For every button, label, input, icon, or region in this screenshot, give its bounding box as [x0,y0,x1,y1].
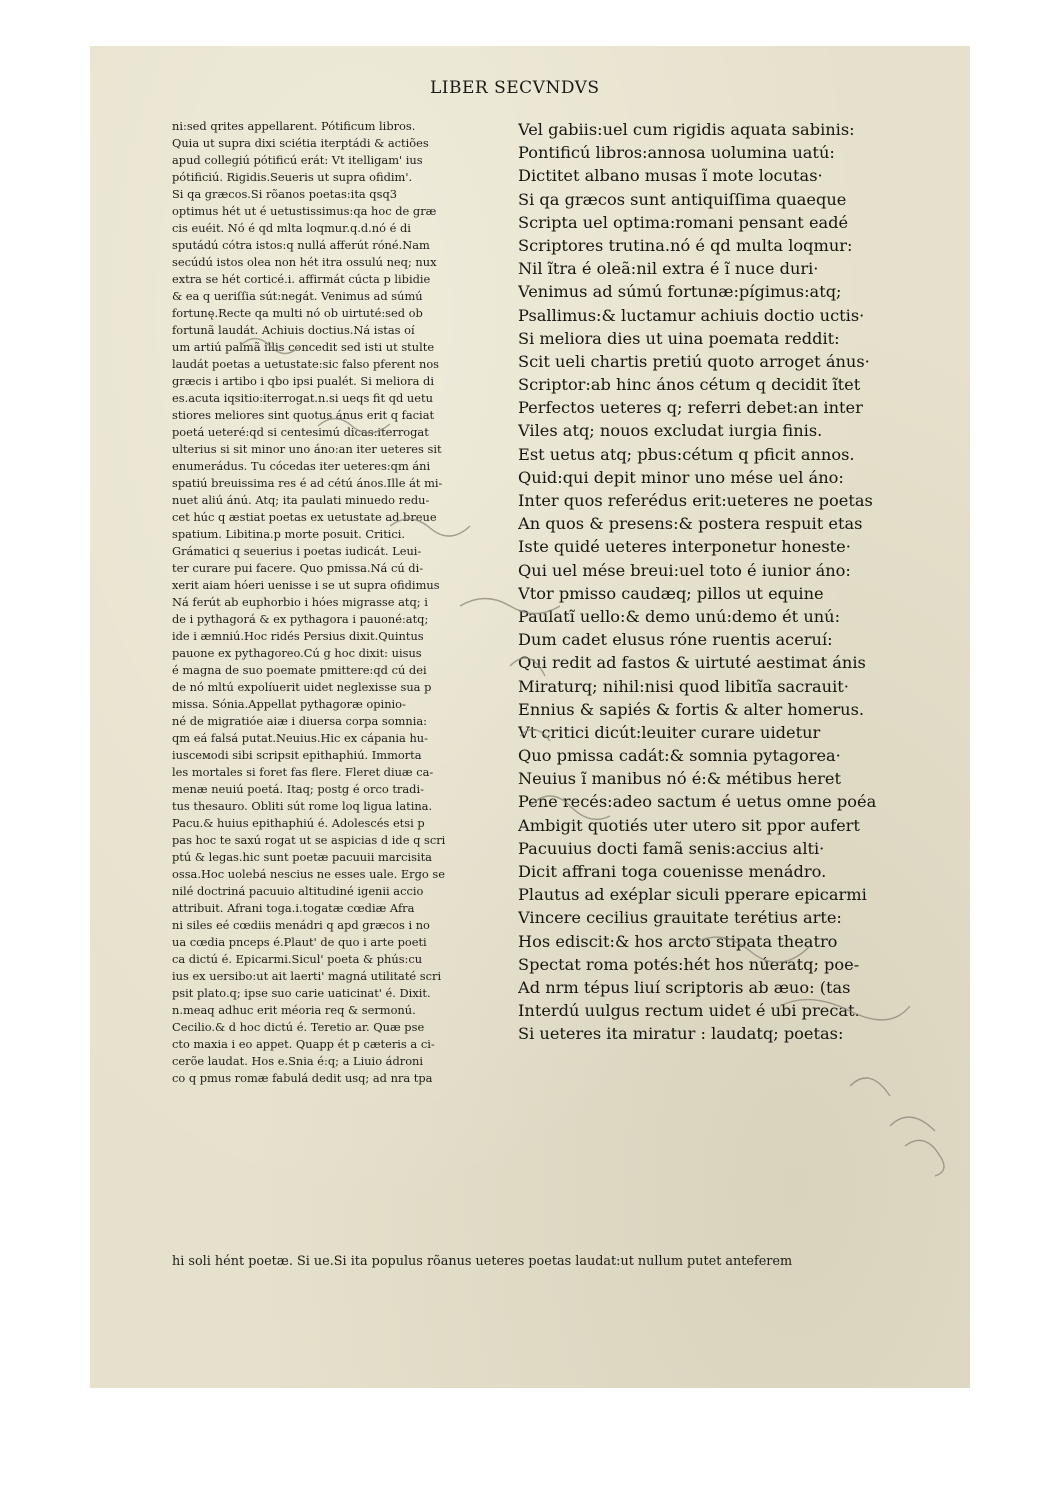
commentary-line: Grámatici q seuerius i poetas iudicát. Leui- [172,544,422,558]
commentary-line: laudát poetas a uetustate:sic falso pferent nos [172,357,440,371]
commentary-line: ptú & legas.hic sunt poetæ pacuuii marcisita [172,850,432,864]
commentary-line: né de migratióe aiæ i diuersa corpa somnia: [172,714,427,728]
verse-line: An quos & presens:& postera respuit etas [518,514,863,534]
verse-line: Psallimus:& luctamur achiuis doctio uctis· [518,305,865,325]
commentary-line: poetá ueteré:qd si centesimú dicas:iterrogat [172,425,429,439]
verse-column [518,118,958,1046]
commentary-line: ca dictú é. Epicarmi.Sicul' poeta & phús:cu [172,952,423,966]
commentary-line: pauone ex pythagoreo.Cú g hoc dixit: uisus [172,646,422,660]
verse-line: Quo pmissa cadát:& somnia pytagorea· [518,746,841,766]
verse-line: Si meliora dies ut uina poemata reddit: [518,328,840,348]
verse-line: Qui uel mése breui:uel toto é iunior áno: [518,560,851,580]
verse-line: Pacuuius docti famã senis:accius alti· [518,838,825,858]
commentary-line: es.acuta iqsitio:iterrogat.n.si ueqs fit qd uetu [172,391,433,405]
verse-line: Dicit affrani toga couenisse menádro. [518,862,827,881]
verse-line: Plautus ad exéplar siculi pperare epicarmi [518,885,867,905]
verse-line: Paulatĩ uello:& demo unú:demo ét unú: [518,606,841,626]
commentary-line: ni siles eé cœdiis menádri q apd græcos i no [172,918,430,932]
commentary-line: enumerádus. Tu cócedas iter ueteres:qm áni [172,459,431,473]
commentary-line: pas hoc te saxú rogat ut se aspicias d ide q scri [172,833,446,847]
commentary-line: les mortales si foret fas flere. Fleret diuæ ca- [172,765,434,779]
commentary-line: cerõe laudat. Hos e.Snia é:q; a Liuio ádroni [172,1054,424,1068]
commentary-line: xerit aiam hóeri uenisse i se ut supra ofidimus [172,578,440,592]
commentary-line: Cecilio.& d hoc dictú é. Teretio ar. Quæ pse [172,1020,425,1034]
bottom-commentary-line: hi soli hént poetæ. Si ue.Si ita populus rõanus ueteres poetas laudat:ut nullum putet anteferem [172,1254,793,1269]
verse-line: Venimus ad súmú fortunæ:pígimus:atq; [518,282,842,302]
commentary-line: um artiú palmã illis concedit sed isti ut stulte [172,340,435,354]
verse-line: Est uetus atq; pbus:cétum q pficit annos. [518,444,855,464]
verse-line: Vtor pmisso caudæq; pillos ut equine [518,583,824,603]
verse-line: Interdú uulgus rectum uidet é ubi precat. [518,1001,860,1021]
commentary-line: Quia ut supra dixi sciétia iterptádi & actiões [172,136,429,150]
commentary-line: cis euéit. Nó é qd mlta loqmur.q.d.nó é di [172,221,411,235]
commentary-line: sputádú cótra istos:q nullá afferút róné.Nam [172,238,430,252]
commentary-line: tus thesauro. Obliti sút rome loq ligua latina. [172,799,433,813]
commentary-line: cet húc q æstiat poetas ex uetustate ad breue [172,510,437,524]
verse-line: Dictitet albano musas ĩ mote locutas· [518,166,823,186]
verse-line: Pontificú libros:annosa uolumina uatú: [518,143,835,163]
verse-line: Scriptor:ab hinc ános cétum q decidit ĩtet [518,375,861,395]
commentary-line: qm eá falsá putat.Neuius.Hic ex cápania hu- [172,731,428,745]
verse-line: Vincere cecilius grauitate terétius arte: [518,908,842,928]
commentary-line: nuet aliú ánú. Atq; ita paulati minuedo redu- [172,493,430,507]
commentary-line: menæ neuiú poetá. Itaq; postg é orco tradi- [172,782,424,796]
commentary-line: secúdú istos olea non hét itra ossulú neq; nux [172,255,437,269]
commentary-line: ulterius si sit minor uno áno:an iter ueteres sit [172,442,442,456]
verse-line: Iste quidé ueteres interponetur honeste· [518,537,851,557]
verse-line: Scit ueli chartis pretiú quoto arroget ánus· [518,351,870,371]
commentary-line: apud collegiú pótificú erát: Vt itelligam' ius [172,153,423,167]
verse-line: Vel gabiis:uel cum rigidis aquata sabinis: [518,120,855,139]
commentary-line: & ea q ueriſſia sút:negát. Venimus ad súmú [172,289,423,303]
commentary-line: extra se hét corticé.i. affirmát cúcta p libidie [172,272,431,286]
verse-line: Inter quos referédus erit:ueteres ne poetas [518,491,873,510]
verse-line: Neuius ĩ manibus nó é:& métibus heret [518,769,841,789]
verse-line: Spectat roma potés:hét hos núeratq; poe- [518,954,860,974]
commentary-line: stiores meliores sint quotus ánus erit q faciat [172,408,435,422]
verse-line: Vt critici dicút:leuiter curare uidetur [518,722,821,742]
commentary-line: de nó mltú expolíuerit uidet neglexisse sua p [172,680,432,694]
commentary-line: psit plato.q; ipse suo carie uaticinat' é. Dixit. [172,986,431,1000]
commentary-line: spatiú breuissima res é ad cétú ános.Ille át mi- [172,476,443,490]
commentary-line: Pacu.& huius epithaphiú é. Adolescés etsi p [172,816,425,830]
commentary-line: græcis i artibo i qbo ipsi pualét. Si meliora di [172,374,434,388]
verse-line: Ad nrm tépus liuí scriptoris ab æuo: (tas [518,977,851,997]
verse-line: Ennius & sapiés & fortis & alter homerus. [518,699,865,719]
commentary-line: de i pythagorá & ex pythagora i pauoné:atq; [172,612,429,626]
verse-line: Scripta uel optima:romani pensant eadé [518,212,849,232]
commentary-line: attribuit. Afrani toga.i.togatæ cœdiæ Afra [172,901,415,915]
manuscript-page [90,46,970,1388]
commentary-line: spatium. Libitina.p morte posuit. Critici. [172,527,406,541]
commentary-line: ni:sed qrites appellarent. Pótificum libros. [172,119,416,133]
commentary-line: ide i æmniú.Hoc ridés Persius dixit.Quintus [172,629,424,643]
running-head: LIBER SECVNDVS [430,78,600,98]
commentary-line: Si qa græcos.Si rõanos poetas:ita qsq3 [172,187,397,201]
verse-line: Perfectos ueteres q; referri debet:an inter [518,398,863,418]
verse-line: Viles atq; nouos excludat iurgia finis. [518,421,823,441]
verse-line: Quid:qui depit minor uno mése uel áno: [518,467,844,487]
commentary-line: fortunę.Recte qa multi nó ob uirtuté:sed ob [172,306,423,320]
commentary-line: optimus hét ut é uetustissimus:qa hoc de græ [172,204,437,218]
verse-line: Qui redit ad fastos & uirtuté aestimat ánis [518,653,866,673]
verse-line: Si ueteres ita miratur : laudatq; poetas: [518,1024,844,1044]
commentary-line: missa. Sónia.Appellat pythagoræ opinio- [172,697,406,711]
verse-line: Nil ĩtra é oleã:nil extra é ĩ nuce duri· [518,259,819,279]
verse-line: Si qa græcos sunt antiquiſſima quaeque [518,189,847,209]
verse-line: Scriptores trutina.nó é qd multa loqmur: [518,235,853,255]
commentary-line: ter curare pui facere. Quo pmissa.Ná cú di- [172,561,424,575]
commentary-line: nilé doctriná pacuuio altitudiné igenii accio [172,884,424,898]
commentary-line: é magna de suo poemate pmittere:qd cú dei [172,663,427,677]
commentary-line: co q pmus romæ fabulá dedit usq; ad nra tpa [172,1071,433,1085]
commentary-line: iusceмodi sibi scripsit epithaphiú. Immorta [172,748,422,762]
verse-line: Hos ediscit:& hos arcto stipata theatro [518,931,838,951]
commentary-line: ius ex uersibo:ut ait laerti' magná utilitaté scri [172,969,442,983]
commentary-line: cto maxia i eo appet. Quapp ét p cæteris a ci- [172,1037,435,1051]
commentary-line: fortunã laudát. Achiuis doctius.Ná istas oí [172,323,415,337]
commentary-line: ossa.Hoc uolebá nescius ne esses uale. Ergo se [172,867,445,881]
commentary-line: pótificiú. Rigidis.Seueris ut supra ofidim'. [172,170,413,184]
verse-line: Dum cadet elusus róne ruentis aceruí: [518,630,833,650]
verse-line: Pene recés:adeo sactum é uetus omne poéa [518,792,877,812]
commentary-line: ua cœdia pnceps é.Plaut' de quo i arte poeti [172,935,427,949]
commentary-line: n.meaq adhuc erit méoria req & sermonú. [172,1003,416,1017]
commentary-line: Ná ferút ab euphorbio i hóes migrasse atq; i [172,595,428,609]
commentary-column [172,118,512,1087]
verse-line: Miraturq; nihil:nisi quod libitĩa sacrauit· [518,676,849,696]
verse-line: Ambigit quotiés uter utero sit ppor aufert [518,815,860,835]
